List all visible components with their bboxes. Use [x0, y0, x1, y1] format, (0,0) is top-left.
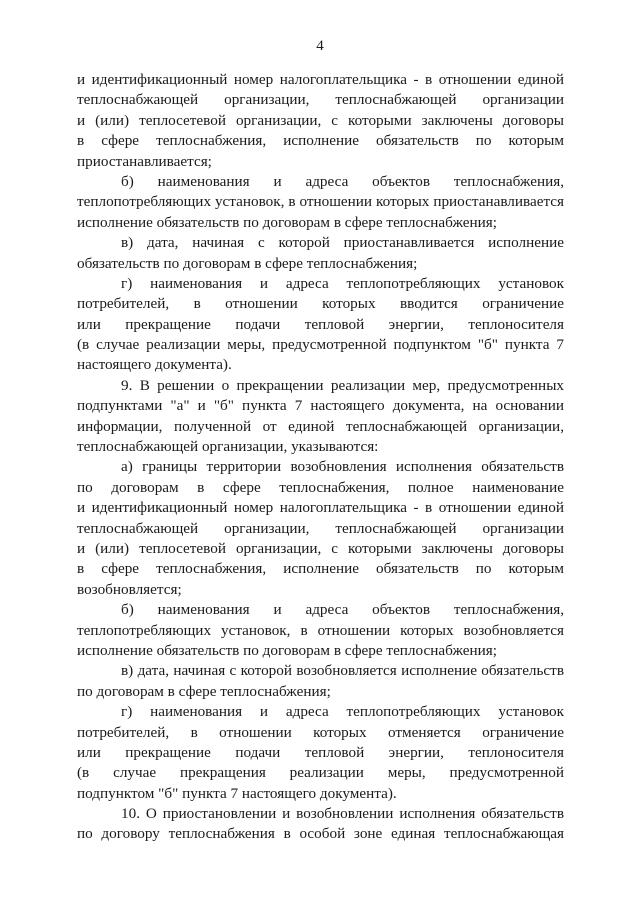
text-line: теплоснабжающей организации, теплоснабжающей организации — [77, 91, 564, 109]
text-line: теплопотребляющих установок, в отношении которых приостанавливается — [77, 193, 564, 211]
text-line: информации, полученной от единой теплоснабжающей организации, — [77, 417, 564, 435]
text-line: 9. В решении о прекращении реализации мер, предусмотренных — [121, 376, 564, 394]
text-line: в сфере теплоснабжения, исполнение обязательств по которым — [77, 132, 564, 150]
text-line: г) наименования и адреса теплопотребляющих установок — [121, 274, 564, 292]
text-line: исполнение обязательств по договорам в сфере теплоснабжения; — [77, 213, 497, 231]
text-line: в) дата, начиная с которой приостанавливается исполнение — [121, 234, 564, 252]
text-line: теплопотребляющих установок, в отношении которых возобновляется — [77, 621, 564, 639]
text-line: (в случае реализации меры, предусмотренной подпунктом "б" пункта 7 — [77, 336, 564, 354]
text-line: (в случае прекращения реализации меры, предусмотренной — [77, 764, 564, 782]
text-line: в сфере теплоснабжения, исполнение обязательств по которым — [77, 560, 564, 578]
text-line: по договорам в сфере теплоснабжения; — [77, 682, 331, 700]
text-line: потребителей, в отношении которых вводится ограничение — [77, 295, 564, 313]
text-line: потребителей, в отношении которых отменяется ограничение — [77, 723, 564, 741]
text-line: настоящего документа). — [77, 356, 232, 374]
document-body — [77, 70, 564, 845]
text-line: г) наименования и адреса теплопотребляющих установок — [121, 703, 564, 721]
text-line: возобновляется; — [77, 580, 182, 598]
text-line: по договорам в сфере теплоснабжения, полное наименование — [77, 478, 564, 496]
text-line: теплоснабжающей организации, теплоснабжающей организации — [77, 519, 564, 537]
text-line: или прекращение подачи тепловой энергии, теплоносителя — [77, 315, 564, 333]
text-line: теплоснабжающей организации, указываются: — [77, 438, 379, 456]
text-line: и идентификационный номер налогоплательщика - в отношении единой — [77, 499, 564, 517]
text-line: б) наименования и адреса объектов теплоснабжения, — [121, 601, 564, 619]
text-line: а) границы территории возобновления исполнения обязательств — [121, 458, 564, 476]
text-line: б) наименования и адреса объектов теплоснабжения, — [121, 172, 564, 190]
text-line: в) дата, начиная с которой возобновляется исполнение обязательств — [121, 662, 564, 680]
text-line: подпунктом "б" пункта 7 настоящего документа). — [77, 784, 397, 802]
text-line: и (или) теплосетевой организации, с которыми заключены договоры — [77, 539, 564, 557]
text-line: приостанавливается; — [77, 152, 212, 170]
text-line: по договору теплоснабжения в особой зоне единая теплоснабжающая — [77, 825, 564, 843]
text-line: или прекращение подачи тепловой энергии, теплоносителя — [77, 743, 564, 761]
text-line: исполнение обязательств по договорам в сфере теплоснабжения; — [77, 641, 497, 659]
text-line: и идентификационный номер налогоплательщика - в отношении единой — [77, 71, 564, 88]
text-line: обязательств по договорам в сфере теплоснабжения; — [77, 254, 418, 272]
text-line: подпунктами "а" и "б" пункта 7 настоящего документа, на основании — [77, 397, 564, 415]
text-line: и (или) теплосетевой организации, с которыми заключены договоры — [77, 111, 564, 129]
text-line: 10. О приостановлении и возобновлении исполнения обязательств — [121, 805, 564, 823]
page-number: 4 — [316, 38, 324, 54]
